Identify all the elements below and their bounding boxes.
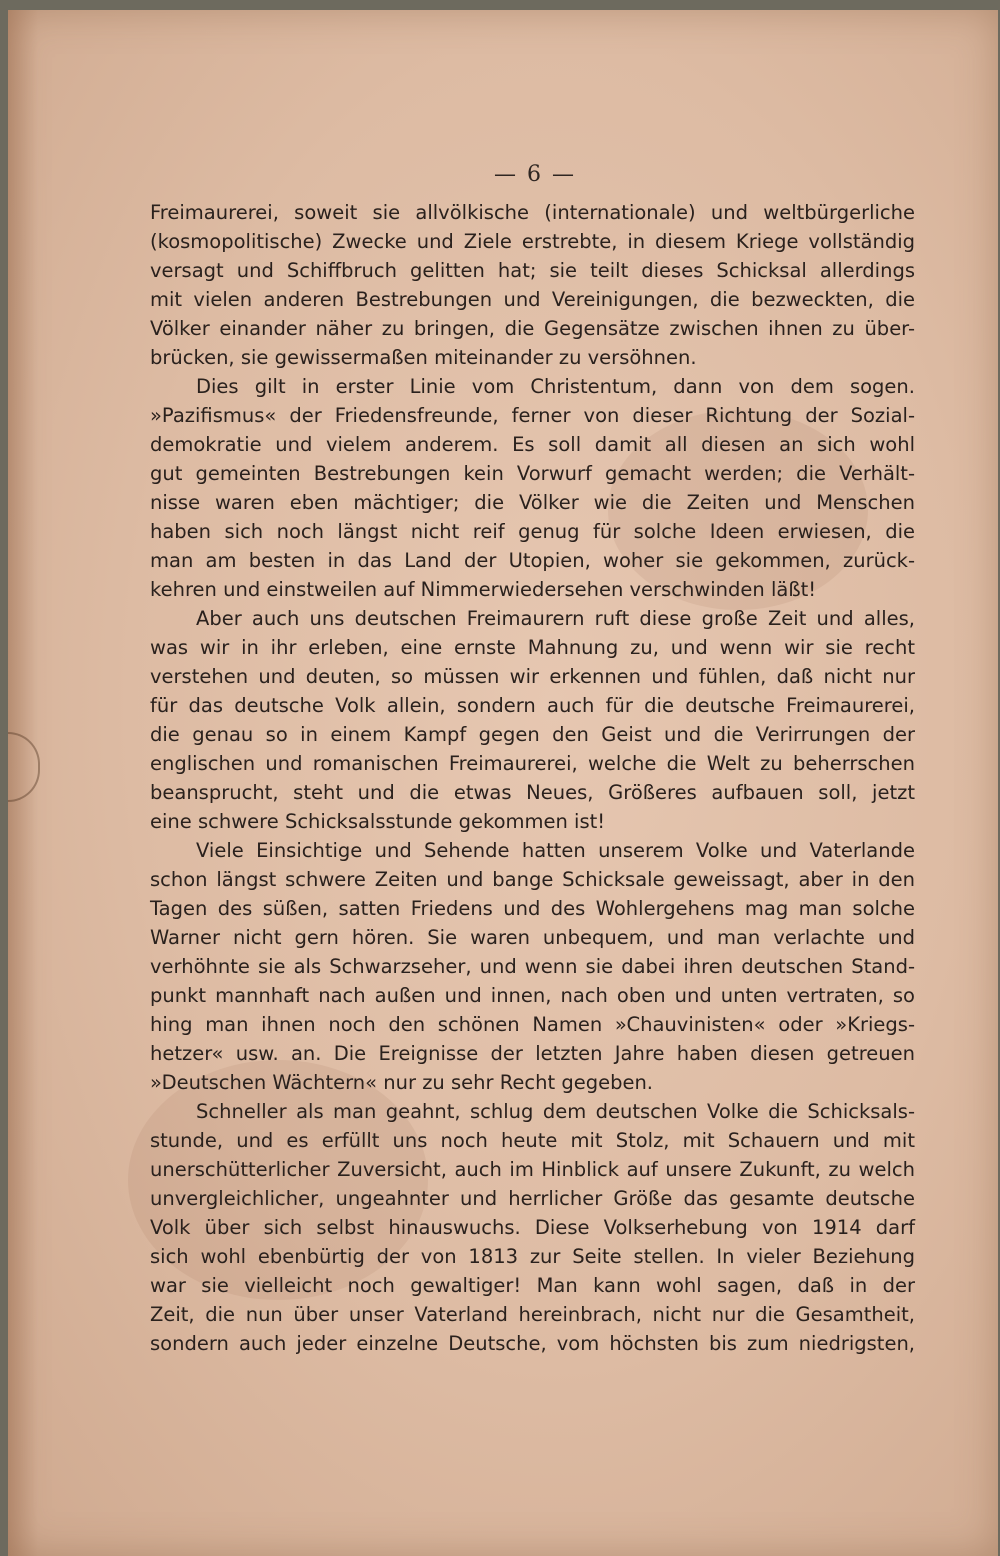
page-number: — 6 — (494, 162, 576, 187)
text-line: Warner nicht gern hören. Sie waren unbequem, und man verlachte und (150, 926, 915, 949)
text-line: kehren und einstweilen auf Nimmerwiedersehen verschwinden läßt! (150, 578, 817, 601)
text-line: verhöhnte sie als Schwarzseher, und wenn sie dabei ihren deutschen Stand- (150, 955, 915, 978)
text-line: Aber auch uns deutschen Freimaurern ruft diese große Zeit und alles, (196, 607, 915, 630)
text-line: schon längst schwere Zeiten und bange Schicksale geweissagt, aber in den (150, 868, 915, 891)
text-line: eine schwere Schicksalsstunde gekommen ist! (150, 810, 606, 833)
text-line: unerschütterlicher Zuversicht, auch im Hinblick auf unsere Zukunft, zu welch (150, 1158, 915, 1181)
text-line: Volk über sich selbst hinauswuchs. Diese Volkserhebung von 1914 darf (150, 1216, 915, 1239)
text-line: punkt mannhaft nach außen und innen, nach oben und unten vertraten, so (150, 984, 915, 1007)
text-line: brücken, sie gewissermaßen miteinander zu versöhnen. (150, 346, 697, 369)
text-line: hetzer« usw. an. Die Ereignisse der letzten Jahre haben diesen getreuen (150, 1042, 915, 1065)
body-text (150, 198, 915, 1358)
text-line: (kosmopolitische) Zwecke und Ziele erstrebte, in diesem Kriege vollständig (150, 230, 915, 253)
text-line: Völker einander näher zu bringen, die Gegensätze zwischen ihnen zu über- (150, 317, 915, 340)
text-line: man am besten in das Land der Utopien, woher sie gekommen, zurück- (150, 549, 915, 572)
text-line: Schneller als man geahnt, schlug dem deutschen Volke die Schicksals- (196, 1100, 915, 1123)
text-line: Tagen des süßen, satten Friedens und des Wohlergehens mag man solche (150, 897, 915, 920)
text-line: was wir in ihr erleben, eine ernste Mahnung zu, und wenn wir sie recht (150, 636, 915, 659)
text-line: sondern auch jeder einzelne Deutsche, vom höchsten bis zum niedrigsten, (150, 1332, 915, 1355)
text-line: Freimaurerei, soweit sie allvölkische (internationale) und weltbürgerliche (150, 201, 915, 224)
text-line: Zeit, die nun über unser Vaterland hereinbrach, nicht nur die Gesamtheit, (150, 1303, 915, 1326)
text-line: unvergleichlicher, ungeahnter und herrlicher Größe das gesamte deutsche (150, 1187, 915, 1210)
text-line: verstehen und deuten, so müssen wir erkennen und fühlen, daß nicht nur (150, 665, 915, 688)
text-line: gut gemeinten Bestrebungen kein Vorwurf gemacht werden; die Verhält- (150, 462, 915, 485)
text-line: stunde, und es erfüllt uns noch heute mit Stolz, mit Schauern und mit (150, 1129, 915, 1152)
text-line: »Deutschen Wächtern« nur zu sehr Recht gegeben. (150, 1071, 654, 1094)
text-line: Dies gilt in erster Linie vom Christentum, dann von dem sogen. (196, 375, 915, 398)
text-line: für das deutsche Volk allein, sondern auch für die deutsche Freimaurerei, (150, 694, 915, 717)
text-line: beansprucht, steht und die etwas Neues, Größeres aufbauen soll, jetzt (150, 781, 915, 804)
text-line: versagt und Schiffbruch gelitten hat; sie teilt dieses Schicksal allerdings (150, 259, 915, 282)
text-line: haben sich noch längst nicht reif genug für solche Ideen erwiesen, die (150, 520, 915, 543)
text-line: hing man ihnen noch den schönen Namen »Chauvinisten« oder »Kriegs- (150, 1013, 915, 1036)
text-line: Viele Einsichtige und Sehende hatten unserem Volke und Vaterlande (196, 839, 915, 862)
text-line: demokratie und vielem anderem. Es soll damit all diesen an sich wohl (150, 433, 915, 456)
text-line: mit vielen anderen Bestrebungen und Vereinigungen, die bezweckten, die (150, 288, 915, 311)
text-line: englischen und romanischen Freimaurerei, welche die Welt zu beherrschen (150, 752, 915, 775)
text-line: sich wohl ebenbürtig der von 1813 zur Seite stellen. In vieler Beziehung (150, 1245, 915, 1268)
text-line: nisse waren eben mächtiger; die Völker wie die Zeiten und Menschen (150, 491, 915, 514)
text-line: die genau so in einem Kampf gegen den Geist und die Verirrungen der (150, 723, 915, 746)
text-line: war sie vielleicht noch gewaltiger! Man kann wohl sagen, daß in der (150, 1274, 915, 1297)
text-line: »Pazifismus« der Friedensfreunde, ferner von dieser Richtung der Sozial- (150, 404, 915, 427)
